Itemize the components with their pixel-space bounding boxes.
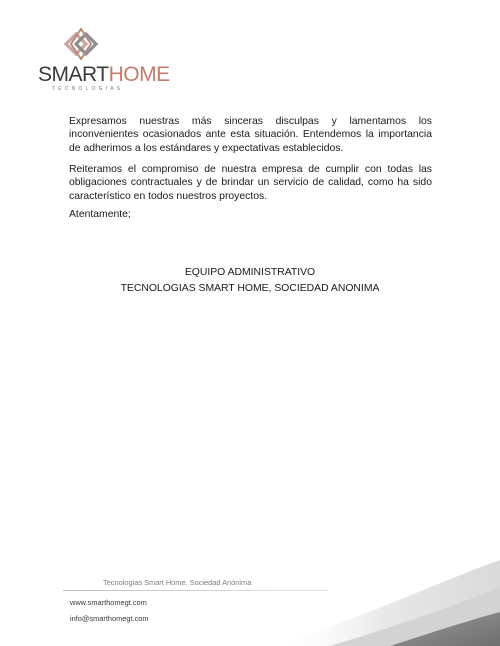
logo-word-smart: SMART [38, 63, 109, 86]
logo-diamond-icon [56, 24, 106, 64]
letter-paragraph-commitment: Reiteramos el compromiso de nuestra empresa de cumplir con todas las obligaciones contractuales y de brindar un servicio de calidad, como ha sido característico en todos nuestros proyectos. [69, 164, 432, 202]
letter-closing: Atentamente; [69, 209, 131, 220]
footer-divider [63, 590, 328, 591]
company-logo [38, 20, 170, 98]
logo-subtitle: TECNOLOGIAS [52, 86, 124, 92]
footer-email-link[interactable]: info@smarthomegt.com [70, 614, 149, 623]
letter-paragraph-apology: Expresamos nuestras más sinceras disculpas y lamentamos los inconvenientes ocasionados ante esta situación. Entendemos la importancia de adherimos a los estándares y expectativas establecidos. [69, 116, 432, 154]
logo-wordmark [38, 63, 170, 86]
logo-word-home: HOME [108, 63, 170, 86]
footer-website-link[interactable]: www.smarthomegt.com [70, 598, 147, 607]
signature-company: TECNOLOGIAS SMART HOME, SOCIEDAD ANONIMA [120, 283, 380, 294]
signature-team: EQUIPO ADMINISTRATIVO [184, 267, 316, 278]
footer-company-name: Tecnologias Smart Home, Sociedad Anónima [103, 578, 252, 587]
